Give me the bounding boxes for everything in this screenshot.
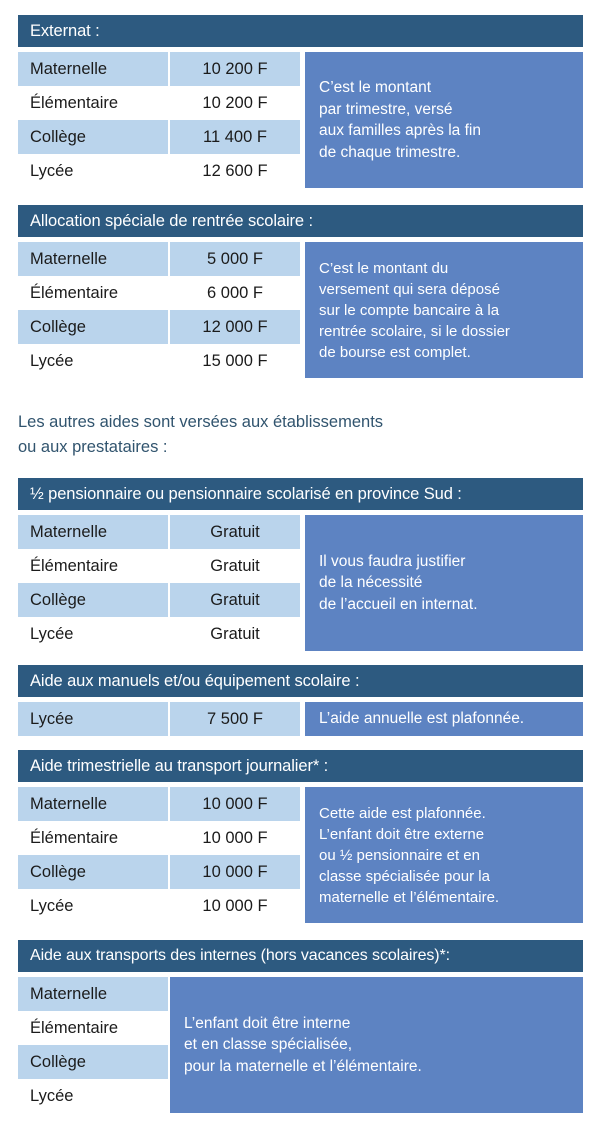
table-externat [18,52,583,188]
row-label: Lycée [18,1079,168,1113]
note-line: de l’accueil en internat. [319,595,478,613]
note-line: maternelle et l’élémentaire. [319,888,500,906]
row-label: Lycée [18,154,168,188]
row-value: 10 200 F [170,52,300,86]
note-line: C’est le montant du [319,259,449,277]
note-line: Il vous faudra justifier [319,552,466,570]
note-panel-aide-manuels [305,702,583,736]
aid-section-aide-manuels [18,665,583,736]
row-value: Gratuit [170,583,300,617]
note-panel-transport-journalier [305,787,583,923]
note-line: pour la maternelle et l’élémentaire. [184,1057,422,1075]
row-value: Gratuit [170,515,300,549]
row-value: 10 000 F [170,889,300,923]
row-label: Maternelle [18,242,168,276]
intro-line: ou aux prestataires : [18,438,168,456]
row-label: Élémentaire [18,86,168,120]
row-label: Maternelle [18,977,168,1011]
section-header-transport-internes: Aide aux transports des internes (hors vacances scolaires)*: [18,940,583,972]
note-line: de bourse est complet. [319,343,471,361]
row-value: 12 000 F [170,310,300,344]
row-label: Collège [18,855,168,889]
note-line: Cette aide est plafonnée. [319,804,486,822]
note-line: aux familles après la fin [319,122,481,139]
aid-section-transport-journalier [18,750,583,923]
row-value: 10 000 F [170,855,300,889]
row-label: Élémentaire [18,276,168,310]
table-aide-manuels [18,702,583,736]
note-line: L’enfant doit être interne [184,1014,351,1032]
note-line: sur le compte bancaire à la [319,301,500,319]
note-line: de la nécessité [319,574,423,592]
intro-line: Les autres aides sont versées aux établissements [18,413,384,431]
note-panel-externat [305,52,583,188]
row-value: 10 000 F [170,787,300,821]
row-value: 11 400 F [170,120,300,154]
row-value: 15 000 F [170,344,300,378]
table-pensionnaire-province-sud [18,515,583,651]
note-line: de chaque trimestre. [319,143,461,161]
row-label: Maternelle [18,787,168,821]
row-value: 10 200 F [170,86,300,120]
row-value: 12 600 F [170,154,300,188]
section-header-transport-journalier: Aide trimestrielle au transport journalier* : [18,750,583,782]
row-label: Élémentaire [18,549,168,583]
row-label: Lycée [18,889,168,923]
table-allocation-rentree [18,242,583,378]
note-line: C’est le montant [319,79,431,96]
row-value: 5 000 F [170,242,300,276]
note-line: L’enfant doit être externe [319,825,485,843]
row-label: Maternelle [18,515,168,549]
row-label: Lycée [18,702,168,736]
table-transport-journalier [18,787,583,923]
note-line: rentrée scolaire, si le dossier [319,322,510,340]
aid-section-transport-internes [18,940,583,1113]
section-header-pensionnaire-province-sud: ½ pensionnaire ou pensionnaire scolarisé en province Sud : [18,478,583,510]
row-label: Collège [18,120,168,154]
row-label: Collège [18,583,168,617]
section-header-allocation-rentree: Allocation spéciale de rentrée scolaire : [18,205,583,237]
note-panel-allocation-rentree [305,242,583,378]
table-transport-internes [18,977,583,1113]
note-line: L’aide annuelle est plafonnée. [319,710,525,728]
intro-paragraph [18,410,383,460]
row-value: 7 500 F [170,702,300,736]
aid-section-externat [18,15,583,188]
note-line: par trimestre, versé [319,100,453,118]
note-line: versement qui sera déposé [319,280,500,298]
note-panel-transport-internes [170,977,583,1113]
row-label: Collège [18,1045,168,1079]
row-label: Maternelle [18,52,168,86]
row-label: Collège [18,310,168,344]
aid-section-pensionnaire-province-sud [18,478,583,651]
aid-section-allocation-rentree [18,205,583,378]
section-header-aide-manuels: Aide aux manuels et/ou équipement scolaire : [18,665,583,697]
note-panel-pensionnaire-province-sud [305,515,583,651]
row-value: Gratuit [170,617,300,651]
row-label: Élémentaire [18,821,168,855]
note-line: classe spécialisée pour la [319,867,490,885]
row-label: Lycée [18,617,168,651]
note-line: et en classe spécialisée, [184,1036,353,1054]
note-line: ou ½ pensionnaire et en [319,846,480,864]
section-header-externat: Externat : [18,15,583,47]
row-value: 10 000 F [170,821,300,855]
row-label: Élémentaire [18,1011,168,1045]
row-value: 6 000 F [170,276,300,310]
row-label: Lycée [18,344,168,378]
row-value: Gratuit [170,549,300,583]
